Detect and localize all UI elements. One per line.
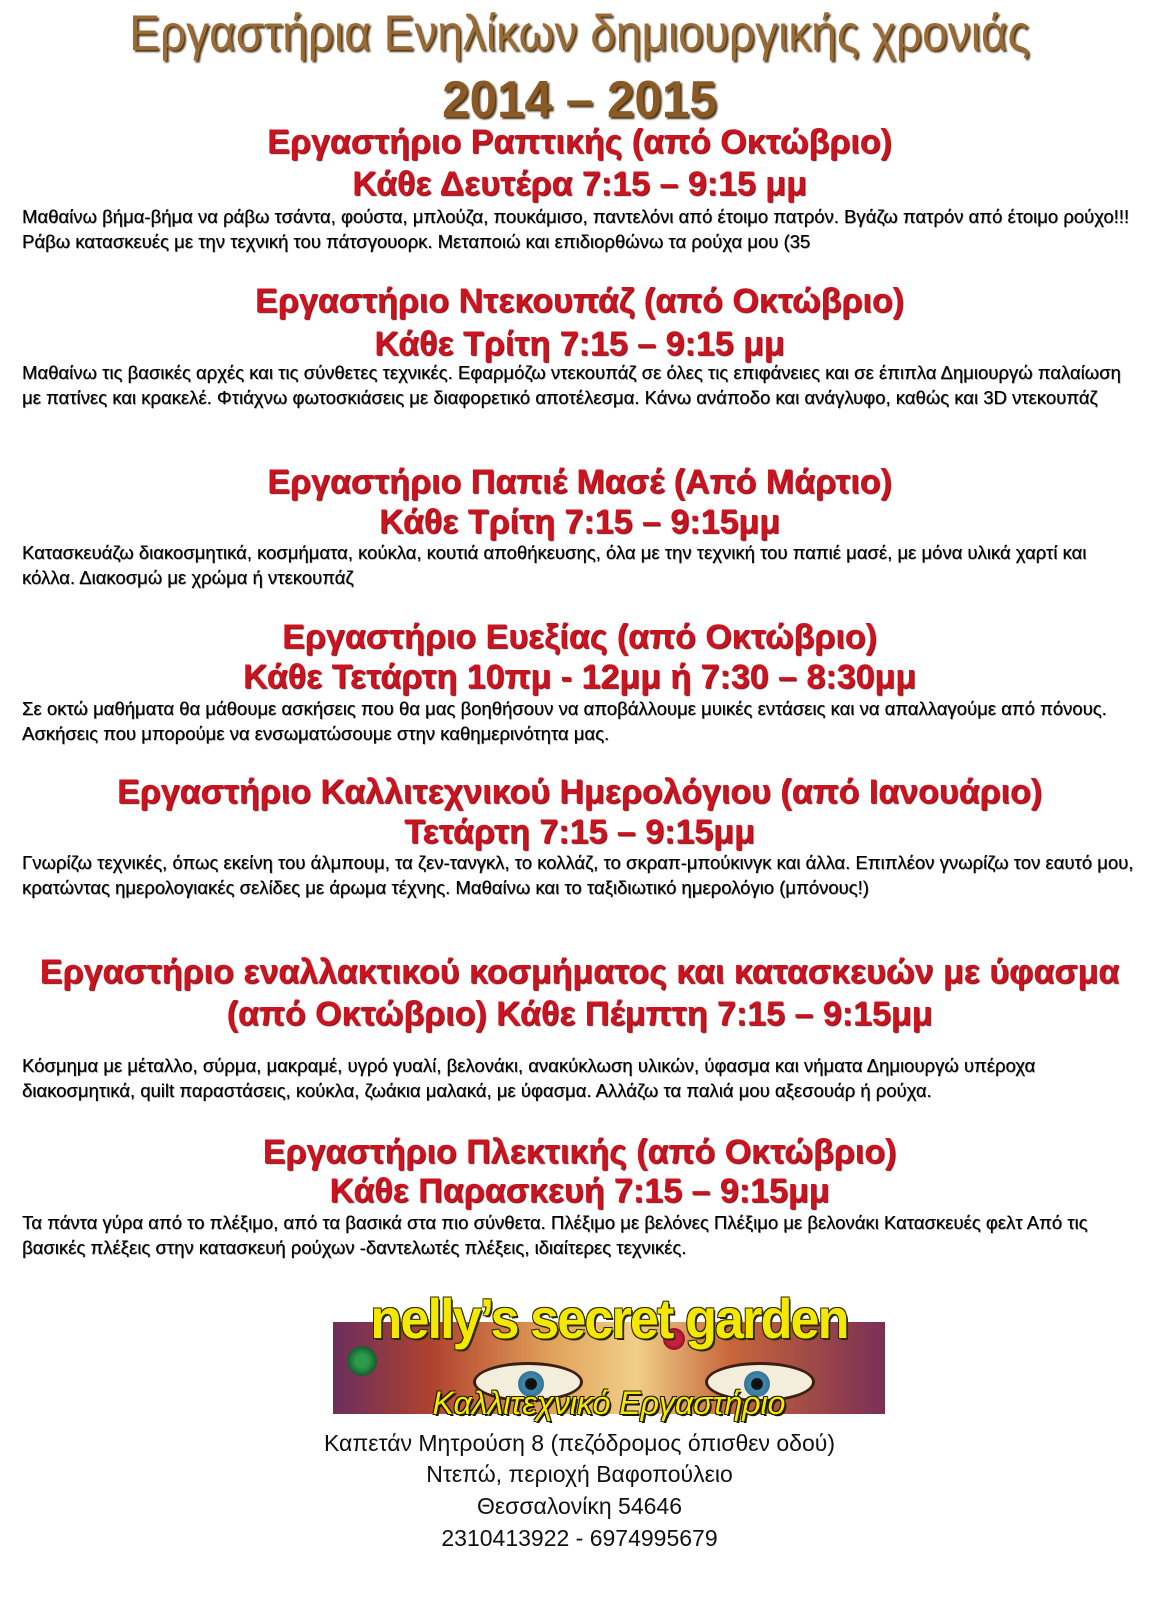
workshop-description: Γνωρίζω τεχνικές, όπως εκείνη του άλμπουμ, τα ζεν-τανγκλ, το κολλάζ, το σκραπ-μπούκινγκ και άλλα. Επιπλέον γνωρίζω τον εαυτό μου, κρατώντας ημερολογιακές σελίδες με άρωμα τέχνης. Μαθαίνω και το ταξιδιωτικό ημερολόγιο (μπόνους!) <box>22 852 1134 898</box>
address-city: Θεσσαλονίκη 54646 <box>476 1493 683 1519</box>
workshop-title: Εργαστήριο Καλλιτεχνικού Ημερολόγιου (από Ιανουάριο) <box>116 773 1043 811</box>
logo <box>333 1287 885 1421</box>
workshop-title: Εργαστήριο Ντεκουπάζ (από Οκτώβριο) <box>255 282 904 320</box>
page-years: 2014 – 2015 <box>442 71 717 129</box>
logo-subtitle: Καλλιτεχνικό Εργαστήριο <box>432 1385 786 1421</box>
workshop-title: Εργαστήριο Ευεξίας (από Οκτώβριο) <box>282 618 877 656</box>
address-area: Ντεπώ, περιοχή Βαφοπούλειο <box>426 1461 733 1487</box>
workshop-description: Σε οκτώ μαθήματα θα μάθουμε ασκήσεις που θα μας βοηθήσουν να αποβάλλουμε μυικές εντάσεις και να απαλλαγούμε από πόνους. Ασκήσεις που μπορούμε να ενσωματώσουμε στην καθημερινότητα μας. <box>22 698 1107 744</box>
workshop-description: Μαθαίνω τις βασικές αρχές και τις σύνθετες τεχνικές. Εφαρμόζω ντεκουπάζ σε όλες τις επιφάνειες και σε έπιπλα Δημιουργώ παλαίωση με πατίνες και κρακελέ. Φτιάχνω φωτοσκιάσεις με διαφορετικό αποτέλεσμα. Κάνω ανάποδο και ανάγλυφο, καθώς και 3D ντεκουπάζ <box>22 362 1121 408</box>
workshop-title: Εργαστήριο Παπιέ Μασέ (Από Μάρτιο) <box>267 463 892 501</box>
workshop-schedule: Κάθε Τρίτη 7:15 – 9:15μμ <box>379 503 780 541</box>
workshop-description: Κατασκευάζω διακοσμητικά, κοσμήματα, κούκλα, κουτιά αποθήκευσης, όλα με την τεχνική του παπιέ μασέ, με μόνα υλικά χαρτί και κόλλα. Διακοσμώ με χρώμα ή ντεκουπάζ <box>22 542 1087 588</box>
address-street: Καπετάν Μητρούση 8 (πεζόδρομος όπισθεν οδού) <box>323 1430 836 1456</box>
workshop-title: Εργαστήριο εναλλακτικού κοσμήματος και κατασκευών με ύφασμα <box>39 953 1120 991</box>
workshop-schedule: Κάθε Παρασκευή 7:15 – 9:15μμ <box>329 1172 830 1210</box>
logo-name: nelly’s secret garden <box>370 1287 848 1350</box>
contact-phones: 2310413922 - 6974995679 <box>441 1525 718 1551</box>
page-title: Εργαστήρια Ενηλίκων δημιουργικής χρονιάς <box>129 5 1030 61</box>
workshop-schedule: Κάθε Τετάρτη 10πμ - 12μμ ή 7:30 – 8:30μμ <box>242 658 917 696</box>
workshop-schedule: Κάθε Δευτέρα 7:15 – 9:15 μμ <box>352 165 807 203</box>
workshop-schedule: Κάθε Τρίτη 7:15 – 9:15 μμ <box>374 325 785 363</box>
workshop-schedule: (από Οκτώβριο) Κάθε Πέμπτη 7:15 – 9:15μμ <box>226 995 933 1033</box>
workshop-description: Μαθαίνω βήμα-βήμα να ράβω τσάντα, φούστα, μπλούζα, πουκάμισο, παντελόνι από έτοιμο πατρόν. Βγάζω πατρόν από έτοιμο ρούχο!!! Ράβω κατασκευές με την τεχνική του πάτσγουορκ. Μεταποιώ και επιδιορθώνω τα ρούχα μου (35 <box>22 206 1130 252</box>
workshop-description: Τα πάντα γύρα από το πλέξιμο, από τα βασικά στα πιο σύνθετα. Πλέξιμο με βελόνες Πλέξιμο με βελονάκι Κατασκευές φελτ Από τις βασικές πλέξεις στην κατασκευή ρούχων -δαντελωτές πλέξεις, ιδιαίτερες τεχνικές. <box>22 1212 1088 1258</box>
workshop-description: Κόσμημα με μέταλλο, σύρμα, μακραμέ, υγρό γυαλί, βελονάκι, ανακύκλωση υλικών, ύφασμα και νήματα Δημιουργώ υπέροχα διακοσμητικά, quilt παραστάσεις, κούκλα, ζωάκια μαλακά, με ύφασμα. Αλλάζω τα παλιά μου αξεσουάρ ή ρούχα. <box>22 1055 1036 1101</box>
workshop-title: Εργαστήριο Ραπτικής (από Οκτώβριο) <box>267 123 892 161</box>
workshop-title: Εργαστήριο Πλεκτικής (από Οκτώβριο) <box>262 1133 897 1171</box>
workshop-schedule: Τετάρτη 7:15 – 9:15μμ <box>404 813 755 851</box>
